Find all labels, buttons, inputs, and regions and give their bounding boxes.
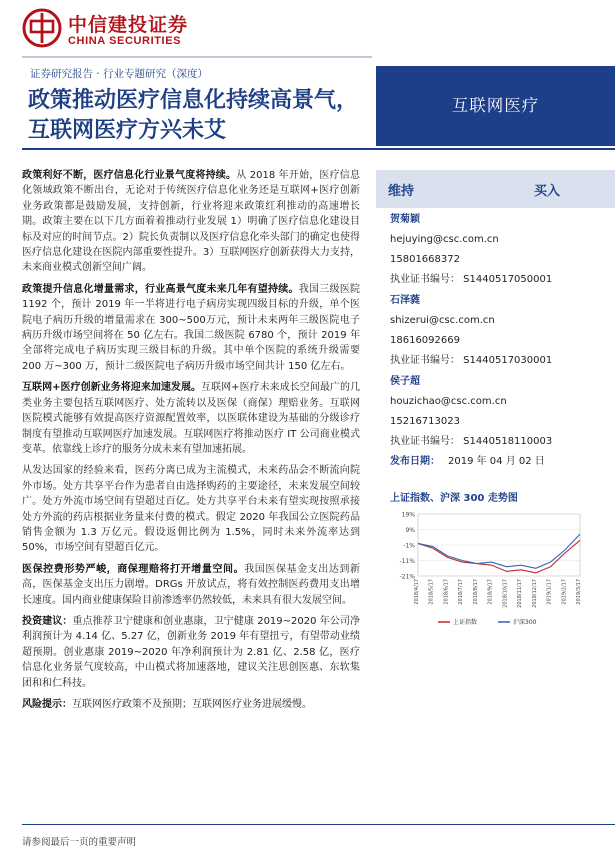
analyst-entry	[390, 372, 610, 452]
analyst-phone: 15801668372	[390, 254, 460, 265]
index-trend-chart	[388, 508, 588, 628]
chart-xtick-label: 2018/9/17	[487, 579, 494, 605]
industry-category-box	[376, 66, 615, 146]
chart-xtick-label: 2018/12/17	[531, 579, 538, 608]
analyst-cert: 执业证书编号： S1440517030001	[390, 355, 553, 366]
paragraph-lead: 风险提示：	[22, 699, 72, 710]
analyst-phone: 15216713023	[390, 416, 460, 427]
rating-box	[376, 170, 615, 208]
summary-paragraph	[22, 562, 360, 608]
paragraph-text: 互联网+医疗未来成长空间最广的几类业务主要包括互联网医疗、处方流转以及医保（商保）理赔业务。互联网医院模式能够有效提高医疗资源配置效率，以医联体建设为基础的分级诊疗制度有望推动互联网医疗加速发展。互联网医疗将推动医疗 IT 公司商业模式变革。依靠线上诊疗的服务分成未来有望加速拓展。	[22, 382, 360, 455]
chart-ytick-label: 9%	[405, 527, 415, 534]
paragraph-lead: 政策利好不断，医疗信息化行业景气度将持续。	[22, 170, 237, 181]
paragraph-text: 我国三级医院 1192 个，预计 2019 年一半将进行电子病房实现四级目标的升级，单个医院电子病历升级的增量需求在 300~500万元，预计未来两年三级医院电子病历升级市场空间将在 50 亿左右。我国二级医院 6780 个，预计 2019 年全部将完成电子病历实现三级目标的升级。其中单个医院的系统升级需要 200 万~300 万，预计二级医院电子病历升级市场空间共计 150 亿左右。	[22, 283, 360, 372]
paragraph-text: 互联网医疗政策不及预期；互联网医疗业务进展缓慢。	[72, 699, 312, 710]
chart-ytick-label: -21%	[399, 573, 415, 581]
company-logo	[22, 8, 222, 52]
paragraph-lead: 医保控费形势严峻，商保理赔将打开增量空间。	[22, 563, 245, 575]
analyst-entry	[390, 210, 610, 290]
paragraph-lead: 互联网+医疗创新业务将迎来加速发展。	[22, 382, 202, 394]
analyst-email[interactable]: hejuying@csc.com.cn	[390, 234, 499, 245]
chart-xtick-label: 2019/3/17	[576, 579, 582, 605]
paragraph-text: 从发达国家的经验来看，医药分离已成为主流模式，未来药品会不断流向院外市场。处方共享平台作为患者自由选择购药的主要途径，未来发展空间较广。处方外流市场空间有望超过百亿。处方共享平台未来有望实现按照承接处方外流的药店根据业务量来付费的模式。假定 2020 年我国公立医院药品销售金额为 1.3 万亿元。假设返佣比例为 1.5%，同时未来外流率达到 50%，市场空间有望超百亿元。	[22, 465, 360, 554]
chart-legend-label: 上证指数	[453, 619, 478, 627]
chart-xtick-label: 2018/11/17	[517, 579, 524, 608]
footer-disclaimer-note: 请参阅最后一页的重要声明	[22, 837, 137, 848]
paragraph-lead: 政策提升信息化增量需求，行业高景气度未来几年有望持续。	[22, 283, 299, 295]
chart-series-line	[418, 534, 580, 568]
rating-label: 维持	[388, 184, 415, 199]
report-type: 证券研究报告 · 行业专题研究（深度）	[30, 68, 209, 80]
analyst-email[interactable]: shizerui@csc.com.cn	[390, 315, 495, 326]
analyst-email[interactable]: houzichao@csc.com.cn	[390, 396, 507, 407]
chart-xtick-label: 2019/1/17	[546, 579, 553, 605]
summary-paragraph	[22, 282, 360, 374]
summary-paragraph	[22, 168, 360, 276]
summary-body	[22, 168, 360, 718]
paragraph-text: 从 2018 年开始，医疗信息化领域政策不断出台，无论对于传统医疗信息化业务还是互联网+医疗创新业务政策都是鼓励发展，支持创新，行业将迎来政策红利推动的高速增长期。政策主要在以下几方面着着推动行业发展 1）明确了医疗信息化建设目标及对应的时间节点。2）院长负责制以及医疗信息化牵头部门的确定也使得医疗信息化建设在医院内部重要性提升。3）互联网医疗创新获得大力支持，未来商业模式创新空间广阔。	[22, 170, 361, 274]
analyst-name: 侯子超	[390, 376, 420, 387]
publish-date-label: 发布日期：	[390, 456, 440, 467]
publish-date-value: 2019 年 04 月 02 日	[448, 456, 545, 467]
analyst-name: 石泽蕤	[390, 295, 420, 306]
analyst-phone: 18616092669	[390, 335, 460, 346]
chart-xtick-label: 2018/5/17	[428, 579, 435, 605]
summary-paragraph	[22, 380, 360, 457]
analyst-cert: 执业证书编号： S1440518110003	[390, 436, 553, 447]
chart-legend-label: 沪深300	[513, 619, 537, 627]
summary-paragraph	[22, 697, 360, 712]
china-securities-logo-icon	[22, 8, 62, 48]
chart-xtick-label: 2018/8/17	[472, 579, 479, 605]
summary-paragraph	[22, 463, 360, 555]
chart-xtick-label: 2018/7/17	[458, 579, 465, 605]
chart-title: 上证指数、沪深 300 走势图	[390, 493, 518, 504]
paragraph-lead: 投资建议：	[22, 615, 73, 627]
chart-ytick-label: -11%	[399, 558, 415, 565]
analyst-cert: 执业证书编号： S1440517050001	[390, 274, 553, 285]
chart-xtick-label: 2018/4/17	[414, 579, 420, 605]
logo-english-name: CHINA SECURITIES	[68, 35, 182, 47]
industry-category-label: 互联网医疗	[451, 96, 540, 115]
chart-ytick-label: -1%	[403, 542, 415, 550]
rating-value: 买入	[534, 184, 561, 199]
analyst-name: 贺菊颖	[390, 214, 420, 225]
paragraph-text: 我国医保基金支出达到新高，医保基金支出压力剧增。DRGs 开放试点，将有效控制医药费用支出增长速度。国内商业健康保险目前渗透率仍然较低，未来具有很大发展空间。	[22, 563, 361, 606]
report-title: 政策推动医疗信息化持续高景气，互联网医疗方兴未艾	[28, 88, 359, 143]
publish-date	[390, 452, 545, 467]
index-trend-chart-svg	[388, 508, 588, 628]
analyst-entry	[390, 291, 610, 371]
footer-divider	[22, 824, 615, 825]
chart-ytick-label: 19%	[401, 511, 415, 519]
chart-xtick-label: 2019/2/17	[561, 579, 568, 605]
header-divider	[22, 56, 372, 58]
logo-chinese-name: 中信建投证券	[68, 14, 189, 36]
analyst-list	[390, 210, 610, 453]
chart-xtick-label: 2018/6/17	[443, 579, 450, 605]
summary-paragraph	[22, 614, 360, 691]
chart-xtick-label: 2018/10/17	[502, 579, 509, 608]
paragraph-text: 重点推荐卫宁健康和创业惠康，卫宁健康 2019~2020 年公司净利润预计为 4.14 亿、5.27 亿，创新业务 2019 年有望扭亏，有望带动业绩超预期。创业惠康 2019~2020 年净利润预计为 2.81 亿、2.58 亿，医疗信息化业务景气度较高，中山模式将加速落地，建议关注思创医惠、东软集团和和仁科技。	[22, 615, 360, 689]
main-divider	[22, 148, 615, 150]
